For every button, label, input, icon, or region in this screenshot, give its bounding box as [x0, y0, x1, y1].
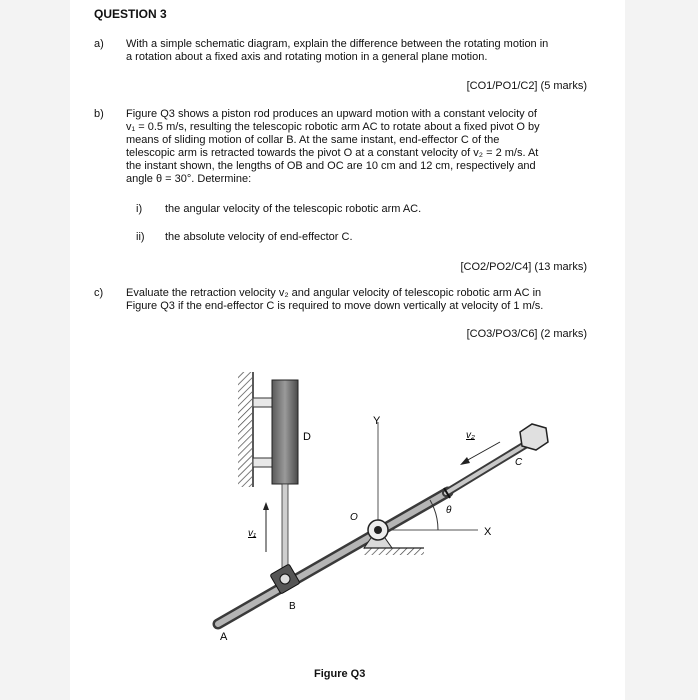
- part-a-line-1: With a simple schematic diagram, explain the difference between the rotating motion in: [126, 38, 549, 50]
- collar-pin: [280, 574, 290, 584]
- part-b-i-label: i): [136, 203, 143, 215]
- piston-rod: [282, 484, 288, 576]
- part-b-line-4: telescopic arm is retracted towards the pivot O at a constant velocity of v₂ = 2 m/s. At: [126, 147, 539, 159]
- label-a: A: [220, 631, 228, 643]
- label-b: B: [289, 601, 296, 612]
- part-a-marks: [CO1/PO1/C2] (5 marks): [466, 80, 587, 92]
- label-v2: v₂: [466, 430, 475, 441]
- pivot-pin: [374, 526, 382, 534]
- part-c-marks: [CO3/PO3/C6] (2 marks): [466, 328, 587, 340]
- label-y: Y: [373, 415, 381, 427]
- part-b-line-6: angle θ = 30°. Determine:: [126, 173, 252, 185]
- part-a-label: a): [94, 38, 104, 50]
- part-b-i-text: the angular velocity of the telescopic robotic arm AC.: [165, 203, 422, 215]
- question-heading: QUESTION 3: [94, 7, 167, 21]
- part-c-label: c): [94, 287, 104, 299]
- part-b-ii-label: ii): [136, 231, 145, 243]
- label-theta: θ: [446, 505, 452, 516]
- end-effector-c: [520, 424, 548, 450]
- part-b-label: b): [94, 108, 104, 120]
- part-b-line-3: means of sliding motion of collar B. At the same instant, end-effector C of the: [126, 134, 500, 146]
- cylinder-d: [272, 380, 298, 484]
- part-c-line-2: Figure Q3 if the end-effector C is required to move down vertically at velocity of 1 m/s.: [126, 300, 544, 312]
- part-b-ii-text: the absolute velocity of end-effector C.: [165, 231, 353, 243]
- part-a-line-2: a rotation about a fixed axis and rotating motion in a general plane motion.: [126, 51, 488, 63]
- v2-arrowhead: [460, 457, 470, 465]
- part-b-line-2: v₁ = 0.5 m/s, resulting the telescopic robotic arm AC to rotate about a fixed pivot O by: [126, 121, 540, 133]
- label-o: O: [350, 512, 358, 523]
- v1-arrowhead: [263, 502, 269, 510]
- v2-arrow: [466, 442, 500, 461]
- part-b-marks: [CO2/PO2/C4] (13 marks): [460, 261, 587, 273]
- label-v1: v₁: [248, 528, 257, 539]
- wall-hatch: [238, 372, 252, 487]
- part-b-line-1: Figure Q3 shows a piston rod produces an upward motion with a constant velocity of: [126, 108, 537, 120]
- label-d: D: [303, 431, 311, 443]
- part-c-line-1: Evaluate the retraction velocity v₂ and angular velocity of telescopic robotic arm AC in: [126, 287, 542, 299]
- label-c: C: [515, 457, 523, 468]
- part-b-line-5: the instant shown, the lengths of OB and OC are 10 cm and 12 cm, respectively and: [126, 160, 536, 172]
- label-x: X: [484, 526, 492, 538]
- figure-caption: Figure Q3: [314, 668, 366, 680]
- ground-hatch: [364, 548, 424, 555]
